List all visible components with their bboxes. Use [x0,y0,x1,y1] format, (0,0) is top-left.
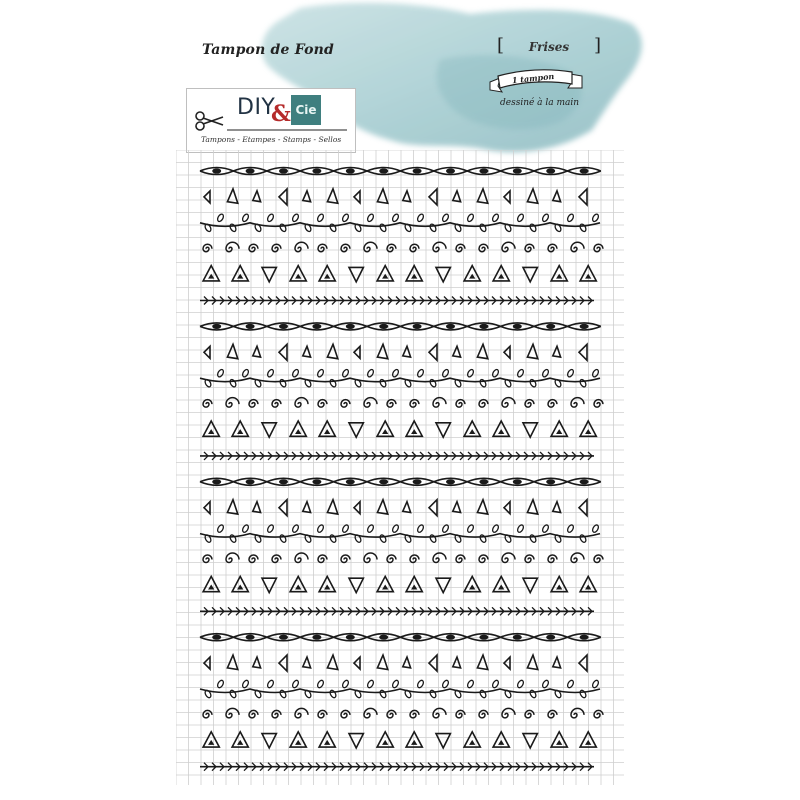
category-label [497,37,601,59]
pattern-row-spirals [203,708,603,718]
pattern-row-triangles [204,655,587,671]
pattern-row-triangles-inner [203,732,596,748]
pattern-row-triangles-inner [203,576,596,592]
pattern-row-triangles [204,344,587,360]
logo-underline [227,127,347,133]
left-bracket-icon: [ [497,35,505,56]
ribbon-label: 1 tampon [511,70,555,86]
pattern-row-vine [200,679,600,698]
pattern-row-eye-wave [200,323,601,330]
logo-cie: Cie [291,95,321,125]
pattern-row-triangles-inner [203,421,596,437]
pattern-row-arrow-line [200,763,594,771]
stamp-pattern-sheet [176,150,624,785]
logo-tagline: Tampons - Etampes - Stamps - Sellos [201,135,342,144]
category-text: Frises [528,40,570,54]
pattern-row-triangles-inner [203,266,596,282]
pattern-row-arrow-line [200,297,594,305]
right-bracket-icon: ] [593,35,601,56]
logo-ampersand: & [271,101,291,127]
pattern-row-vine [200,369,600,388]
pattern-row-triangles [204,189,587,205]
pattern-row-vine [200,524,600,543]
logo-diy: DIY [237,95,276,120]
pattern-row-arrow-line [200,607,594,615]
pattern-row-eye-wave [200,168,601,175]
watercolor-splash [0,0,800,170]
pattern-row-spirals [203,398,603,407]
brand-logo [186,88,356,153]
pattern-row-eye-wave [200,478,601,485]
scissors-icon [195,111,225,131]
hand-drawn-label: dessiné à la main [500,98,580,108]
product-title: Tampon de Fond [202,42,334,58]
pattern-row-arrow-line [200,452,594,460]
pattern-row-spirals [203,553,603,563]
pattern-row-vine [200,213,600,232]
pattern-row-triangles [204,500,587,516]
